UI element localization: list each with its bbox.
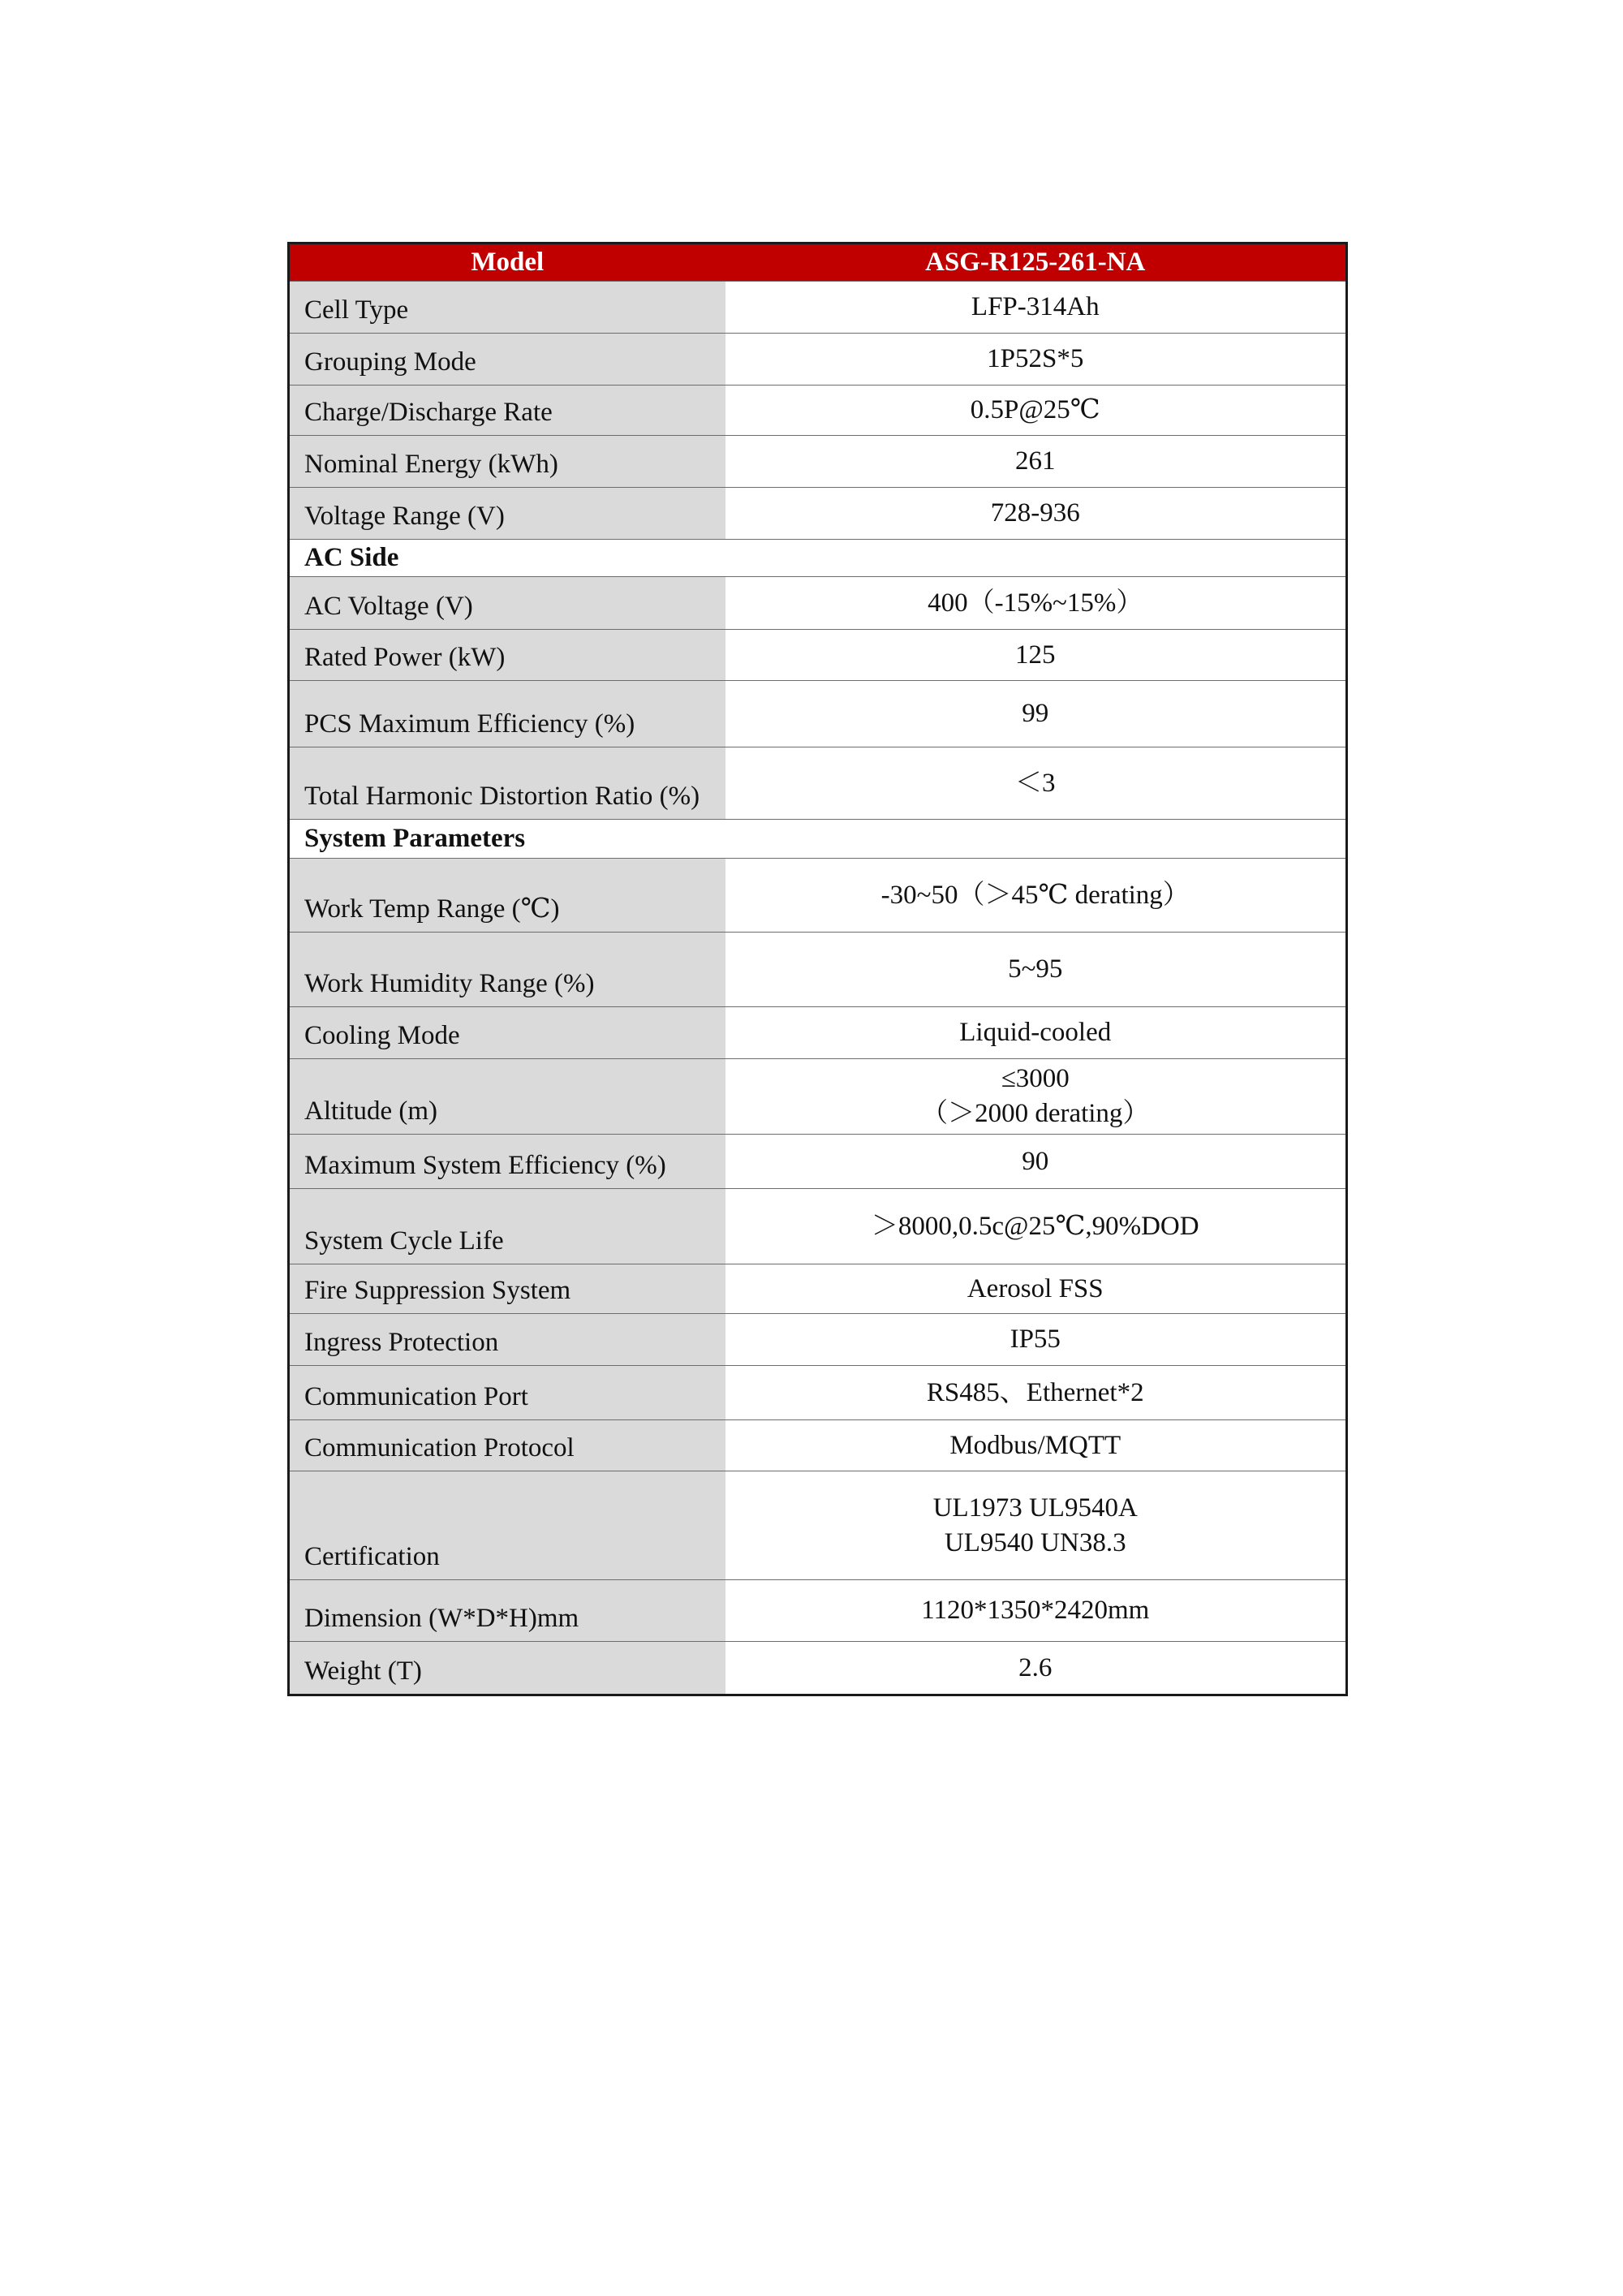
row-label: Voltage Range (V) — [289, 488, 725, 540]
spec-table — [287, 242, 1348, 1696]
row-label: Cooling Mode — [289, 1007, 725, 1059]
row-label: Altitude (m) — [289, 1059, 725, 1135]
row-value: RS485、Ethernet*2 — [725, 1366, 1347, 1420]
row-label: Communication Protocol — [289, 1420, 725, 1471]
table-row — [289, 681, 1347, 747]
row-value: ＞8000,0.5c@25℃,90%DOD — [725, 1189, 1347, 1264]
row-value: -30~50（＞45℃ derating） — [725, 859, 1347, 933]
table-row — [289, 630, 1347, 681]
row-label: PCS Maximum Efficiency (%) — [289, 681, 725, 747]
row-value — [725, 1059, 1347, 1135]
row-label: Fire Suppression System — [289, 1264, 725, 1314]
table-row — [289, 1007, 1347, 1059]
table-row — [289, 1135, 1347, 1189]
table-header-row — [289, 243, 1347, 282]
row-label: Work Humidity Range (%) — [289, 933, 725, 1007]
table-row — [289, 1189, 1347, 1264]
row-label: Work Temp Range (℃) — [289, 859, 725, 933]
table-row — [289, 1314, 1347, 1366]
value-line: （＞2000 derating） — [921, 1099, 1150, 1128]
row-value: 90 — [725, 1135, 1347, 1189]
value-line: UL1973 UL9540A — [932, 1493, 1138, 1523]
row-value — [725, 1471, 1347, 1580]
section-row-ac-side — [289, 540, 1347, 577]
row-value: 400（-15%~15%） — [725, 577, 1347, 630]
row-value: Liquid-cooled — [725, 1007, 1347, 1059]
row-value: 2.6 — [725, 1642, 1347, 1695]
row-value: LFP-314Ah — [725, 282, 1347, 334]
row-label: System Cycle Life — [289, 1189, 725, 1264]
row-label: Certification — [289, 1471, 725, 1580]
row-value: 261 — [725, 436, 1347, 488]
table-row — [289, 1471, 1347, 1580]
row-value: 0.5P@25℃ — [725, 386, 1347, 436]
value-line: UL9540 UN38.3 — [944, 1527, 1126, 1557]
row-value: Modbus/MQTT — [725, 1420, 1347, 1471]
row-value: 728-936 — [725, 488, 1347, 540]
row-label: Nominal Energy (kWh) — [289, 436, 725, 488]
table-row — [289, 1059, 1347, 1135]
header-label: Model — [289, 243, 725, 282]
row-value: 1120*1350*2420mm — [725, 1580, 1347, 1642]
row-label: AC Voltage (V) — [289, 577, 725, 630]
table-row — [289, 859, 1347, 933]
row-value: 1P52S*5 — [725, 334, 1347, 386]
row-value: 5~95 — [725, 933, 1347, 1007]
row-value: IP55 — [725, 1314, 1347, 1366]
table-row — [289, 386, 1347, 436]
table-row — [289, 1580, 1347, 1642]
row-label: Dimension (W*D*H)mm — [289, 1580, 725, 1642]
row-label: Maximum System Efficiency (%) — [289, 1135, 725, 1189]
value-line: ≤3000 — [1001, 1064, 1070, 1094]
row-value: Aerosol FSS — [725, 1264, 1347, 1314]
table-row — [289, 436, 1347, 488]
header-value: ASG-R125-261-NA — [725, 243, 1347, 282]
table-row — [289, 1420, 1347, 1471]
table-row — [289, 1264, 1347, 1314]
section-row-system-parameters — [289, 820, 1347, 859]
row-label: Charge/Discharge Rate — [289, 386, 725, 436]
row-value: 125 — [725, 630, 1347, 681]
row-label: Communication Port — [289, 1366, 725, 1420]
table-row — [289, 933, 1347, 1007]
row-value: 99 — [725, 681, 1347, 747]
table-row — [289, 747, 1347, 820]
section-heading: AC Side — [289, 540, 1347, 577]
table-row — [289, 577, 1347, 630]
row-label: Weight (T) — [289, 1642, 725, 1695]
table-row — [289, 1366, 1347, 1420]
table-row — [289, 334, 1347, 386]
row-label: Cell Type — [289, 282, 725, 334]
row-label: Ingress Protection — [289, 1314, 725, 1366]
row-label: Grouping Mode — [289, 334, 725, 386]
row-value: ＜3 — [725, 747, 1347, 820]
table-row — [289, 1642, 1347, 1695]
table-row — [289, 282, 1347, 334]
table-row — [289, 488, 1347, 540]
section-heading: System Parameters — [289, 820, 1347, 859]
row-label: Total Harmonic Distortion Ratio (%) — [289, 747, 725, 820]
row-label: Rated Power (kW) — [289, 630, 725, 681]
